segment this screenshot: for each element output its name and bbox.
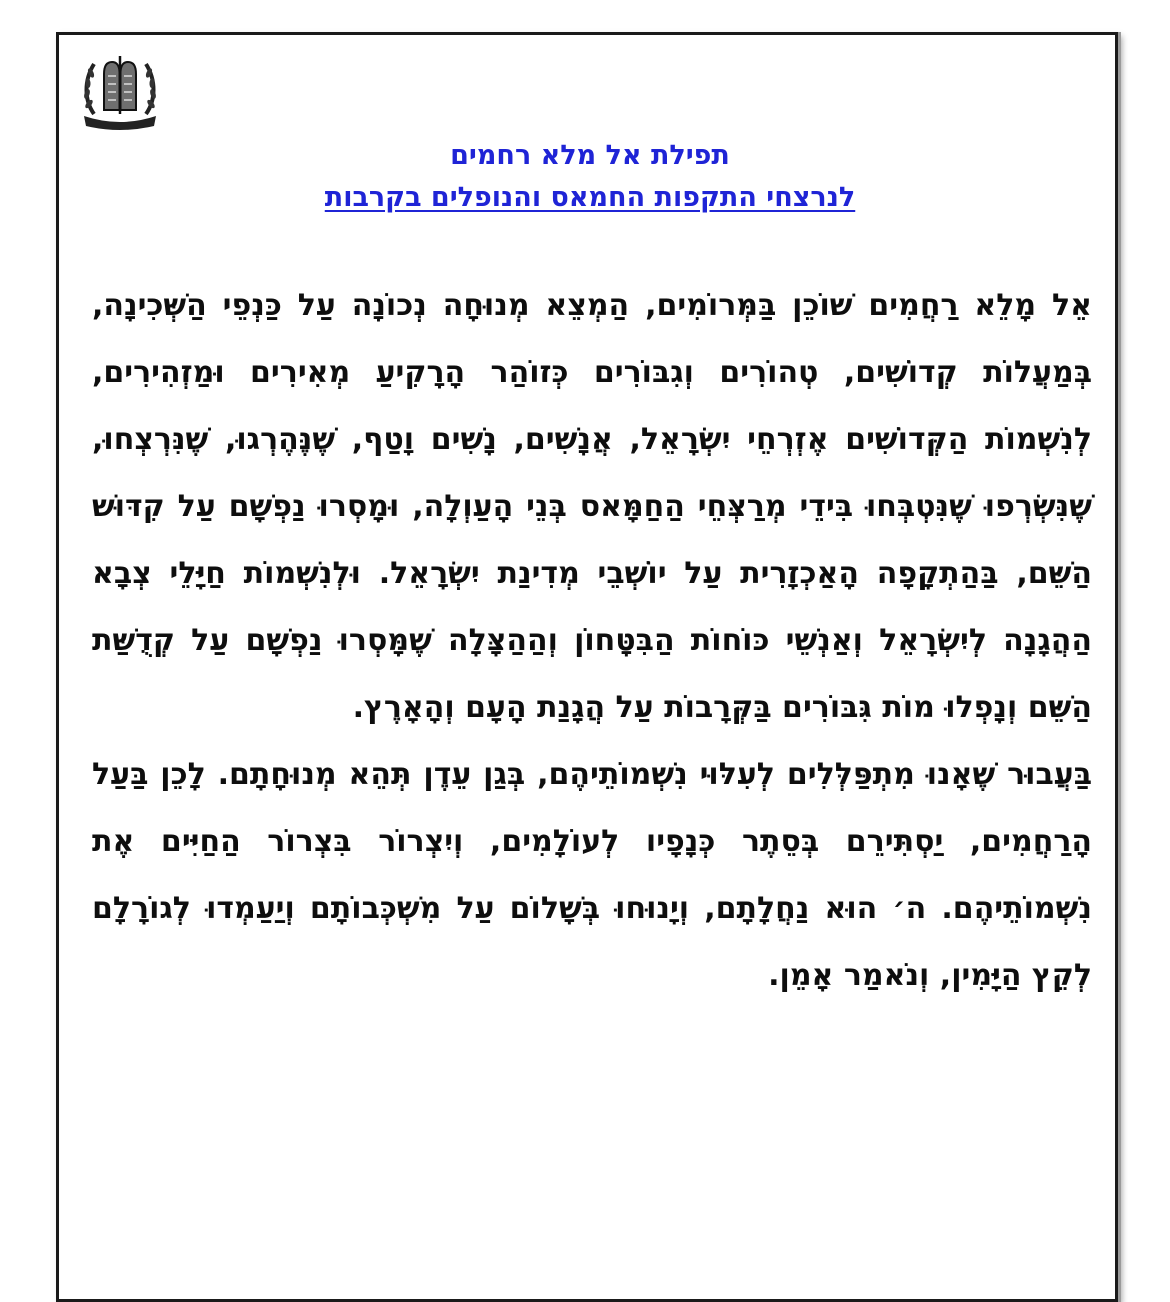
- prayer-paragraph-2: בַּעֲבוּר שֶׁאָנוּ מִתְפַּלְּלִים לְעִלּוּי נִשְׁמוֹתֵיהֶם, בְּגַן עֵדֶן תְּהֵא מְנוּחָתָם. לָכֵן בַּעַל הָרַחֲמִים, יַסְתִּירֵם בְּסֵתֶר כְּנָפָיו לְעוֹלָמִים, וְיִצְרוֹר בִּצְרוֹר הַחַיִּים אֶת נִשְׁמוֹתֵיהֶם. ה׳ הוּא נַחֲלָתָם, וְיָנוּחוּ בְּשָׁלוֹם עַל מִשְׁכְּבוֹתָם וְיַעַמְדוּ לְגוֹרָלָם לְקֵץ הַיָּמִין, וְנֹאמַר אָמֵן.: [92, 757, 1092, 993]
- title-line-1: תפילת אל מלא רחמים: [450, 140, 730, 171]
- prayer-paragraph-1: אֵל מָלֵא רַחֲמִים שׁוֹכֵן בַּמְּרוֹמִים, הַמְצֵא מְנוּחָה נְכוֹנָה עַל כַּנְפֵי הַשְּׁכִינָה, בְּמַעֲלוֹת קְדוֹשִׁים, טְהוֹרִים וְגִבּוֹרִים כְּזוֹהַר הָרָקִיעַ מְאִירִים וּמַזְהִירִים, לְנִשְׁמוֹת הַקְּדוֹשִׁים אֶזְרְחֵי יִשְׂרָאֵל, אֲנָשִׁים, נָשִׁים וָטַף, שֶׁנֶּהֶרְגוּ, שֶׁנִּרְצְחוּ, שֶׁנִּשְׂרְפוּ שֶׁנִּטְבְּחוּ בִּידֵי מְרַצְּחֵי הַחַמָּאס בְּנֵי הָעַוְלָה, וּמָסְרוּ נַפְשָׁם עַל קִדּוּשׁ הַשֵּׁם, בַּהַתְקָפָה הָאַכְזָרִית עַל יוֹשְׁבֵי מְדִינַת יִשְׂרָאֵל. וּלְנִשְׁמוֹת חַיָּלֵי צְבָא הַהֲגָנָה לְיִשְׂרָאֵל וְאַנְשֵׁי כּוֹחוֹת הַבִּטָּחוֹן וְהַהַצָּלָה שֶׁמָּסְרוּ נַפְשָׁם עַל קְדֻשַּׁת הַשֵּׁם וְנָפְלוּ מוֹת גִּבּוֹרִים בַּקְּרָבוֹת עַל הֲגָנַת הָעָם וְהָאָרֶץ.: [92, 288, 1092, 725]
- prayer-title: [160, 135, 1020, 219]
- prayer-body: [92, 272, 1092, 1009]
- title-line-2: לנרצחי התקפות החמאס והנופלים בקרבות: [324, 182, 856, 213]
- military-rabbinate-emblem-icon: [80, 52, 160, 130]
